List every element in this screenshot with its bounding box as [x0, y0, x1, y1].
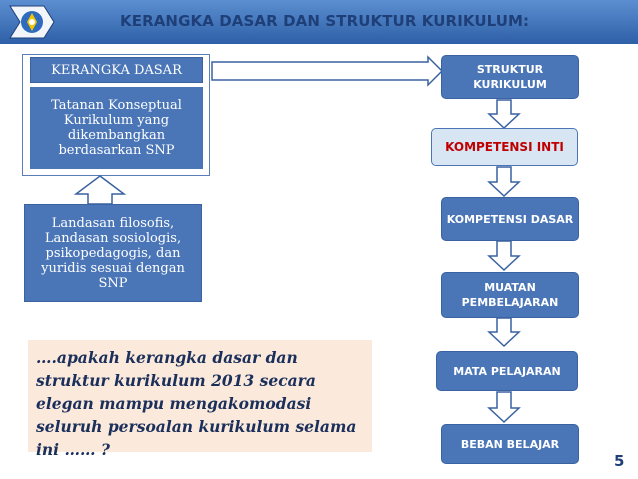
landasan-box: Landasan filosofis, Landasan sosiologis, psikopedagogis, dan yuridis sesuai dengan SNP: [24, 204, 202, 302]
right-arrow-icon: [212, 57, 442, 85]
down-arrow-icon: [489, 167, 519, 196]
beban-belajar-box: BEBAN BELAJAR: [441, 424, 579, 464]
page-number: 5: [614, 452, 625, 470]
tatanan-konseptual-box: Tatanan Konseptual Kurikulum yang dikembangkan berdasarkan SNP: [30, 87, 203, 169]
kompetensi-inti-box: KOMPETENSI INTI: [431, 128, 578, 166]
up-arrow-icon: [76, 176, 124, 204]
down-arrow-icon: [489, 392, 519, 422]
kompetensi-dasar-box: KOMPETENSI DASAR: [441, 197, 579, 241]
mata-pelajaran-box: MATA PELAJARAN: [436, 351, 578, 391]
down-arrow-icon: [489, 318, 519, 346]
struktur-kurikulum-box: STRUKTUR KURIKULUM: [441, 55, 579, 99]
down-arrow-icon: [489, 241, 519, 270]
muatan-pembelajaran-box: MUATAN PEMBELAJARAN: [441, 272, 579, 318]
question-textbox: ….apakah kerangka dasar dan struktur kurikulum 2013 secara elegan mampu mengakomodasi seluruh persoalan kurikulum selama ini …… ?: [28, 340, 372, 452]
page-title: KERANGKA DASAR DAN STRUKTUR KURIKULUM:: [120, 12, 530, 30]
kerangka-dasar-box: KERANGKA DASAR: [30, 57, 203, 83]
down-arrow-icon: [489, 100, 519, 128]
